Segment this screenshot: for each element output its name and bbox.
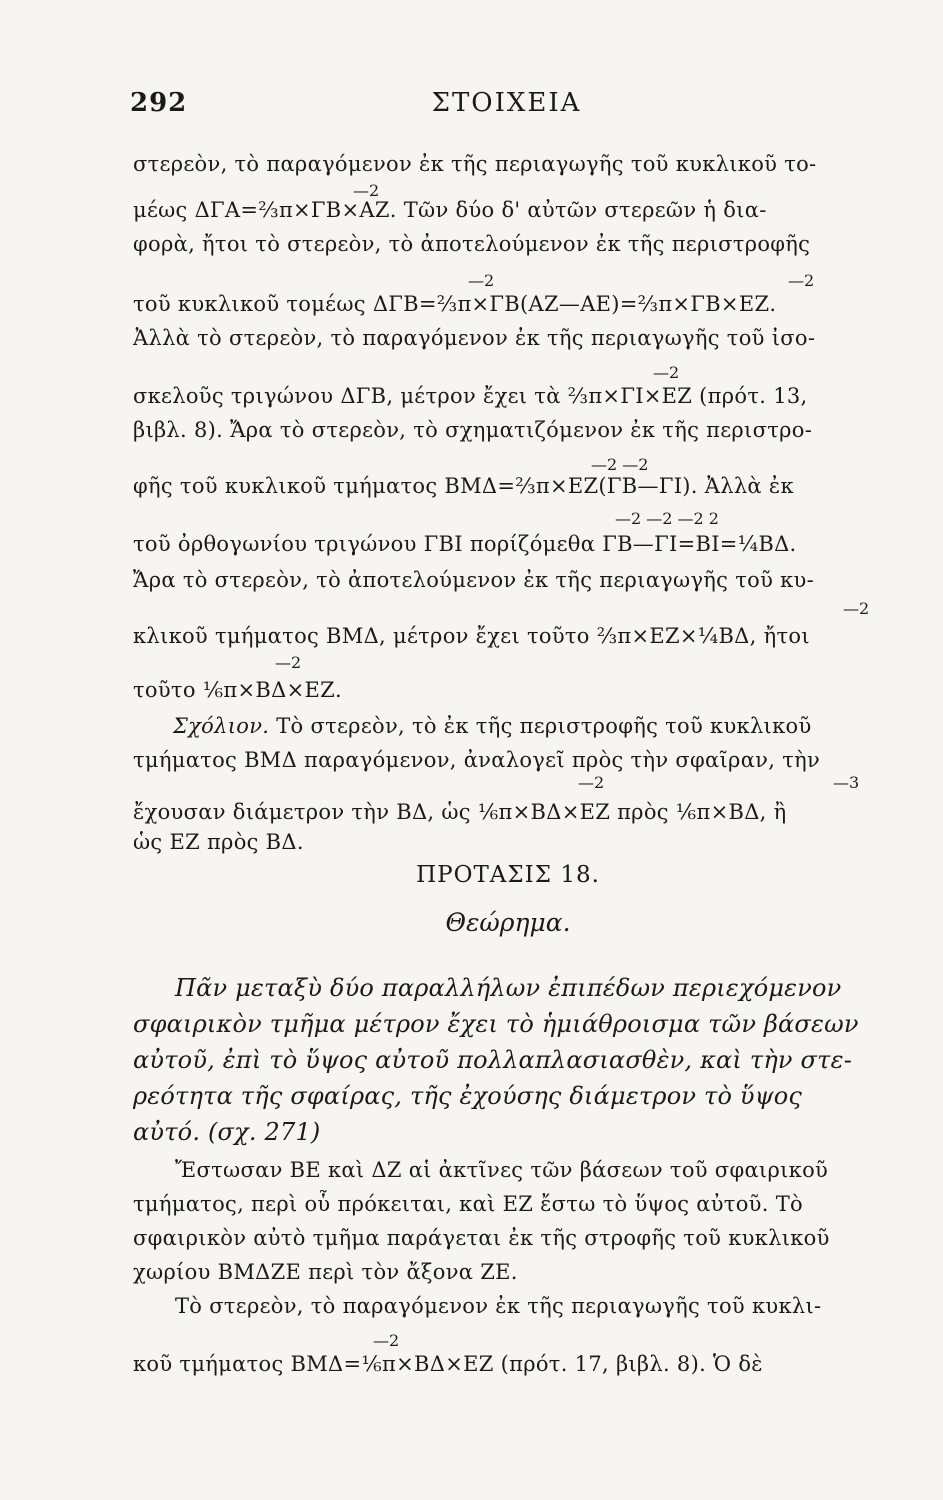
overline-exponent: —2 <box>788 271 815 290</box>
text-line: σφαιρικὸν αὐτὸ τμῆμα παράγεται ἐκ τῆς στροφῆς τοῦ κυκλικοῦ <box>133 1226 830 1250</box>
text-line: σκελοῦς τριγώνου ΔΓΒ, μέτρον ἔχει τὰ ⅔π×ΓΙ×ΕΖ (πρότ. 13, <box>133 384 808 408</box>
overline-exponent: —3 <box>833 773 860 792</box>
text-line: ὡς ΕΖ πρὸς ΒΔ. <box>133 830 304 854</box>
text-line: κοῦ τμήματος ΒΜΔ=⅙π×ΒΔ×ΕΖ (πρότ. 17, βιβλ. 8). Ὁ δὲ <box>133 1352 763 1376</box>
text-line: Πᾶν μεταξὺ δύο παραλλήλων ἐπιπέδων περιεχόμενον <box>175 974 842 1002</box>
overline-exponent: —2 <box>373 1331 400 1350</box>
overline-exponent: —2 <box>468 271 495 290</box>
overline-exponent: —2 <box>578 773 605 792</box>
text-line: αὐτό. (σχ. 271) <box>133 1118 321 1146</box>
text-line: τοῦ κυκλικοῦ τομέως ΔΓΒ=⅔π×ΓΒ(ΑΖ—ΑΕ)=⅔π×ΓΒ×ΕΖ. <box>133 292 777 316</box>
text-line: αὐτοῦ, ἐπὶ τὸ ὕψος αὐτοῦ πολλαπλασιασθὲν, καὶ τὴν στε- <box>133 1046 852 1074</box>
text-line: μέως ΔΓΑ=⅔π×ΓΒ×ΑΖ. Τῶν δύο δ' αὐτῶν στερεῶν ἡ δια- <box>133 198 767 222</box>
text-line: τοῦ ὀρθογωνίου τριγώνου ΓΒΙ πορίζόμεθα ΓΒ—ΓΙ=ΒΙ=¼ΒΔ. <box>133 532 797 556</box>
text-line: στερεὸν, τὸ παραγόμενον ἐκ τῆς περιαγωγῆς τοῦ κυκλικοῦ το- <box>133 152 817 176</box>
page-header <box>130 88 883 128</box>
text-line: φορὰ, ἤτοι τὸ στερεὸν, τὸ ἀποτελούμενον ἐκ τῆς περιστροφῆς <box>133 232 811 256</box>
overline-exponent: —2 <box>275 653 302 672</box>
text-line: Ἄρα τὸ στερεὸν, τὸ ἀποτελούμενον ἐκ τῆς περιαγωγῆς τοῦ κυ- <box>133 568 815 592</box>
scholium-text: Τὸ στερεὸν, τὸ ἐκ τῆς περιστροφῆς τοῦ κυκλικοῦ <box>269 714 812 738</box>
text-line: ρεότητα τῆς σφαίρας, τῆς ἐχούσης διάμετρον τὸ ὕψος <box>133 1082 803 1110</box>
text-line <box>133 712 883 740</box>
text-line: βιβλ. 8). Ἄρα τὸ στερεὸν, τὸ σχηματιζόμενον ἐκ τῆς περιστρο- <box>133 418 813 442</box>
scholium-label: Σχόλιον. <box>173 714 270 738</box>
overline-exponent: —2 <box>353 181 380 200</box>
text-line: σφαιρικὸν τμῆμα μέτρον ἔχει τὸ ἡμιάθροισμα τῶν βάσεων <box>133 1010 859 1038</box>
proposition-heading: ΠΡΟΤΑΣΙΣ 18. <box>416 862 600 888</box>
running-head: ΣΤΟΙΧΕΙΑ <box>431 88 582 118</box>
text-line: χωρίου ΒΜΔΖΕ περὶ τὸν ἄξονα ΖΕ. <box>133 1260 518 1284</box>
overline-exponent: —2 —2 <box>591 455 649 474</box>
text-line: Τὸ στερεὸν, τὸ παραγόμενον ἐκ τῆς περιαγωγῆς τοῦ κυκλι- <box>175 1294 822 1318</box>
page-number: 292 <box>130 88 188 118</box>
text-line: τμήματος ΒΜΔ παραγόμενον, ἀναλογεῖ πρὸς τὴν σφαῖραν, τὴν <box>133 748 821 772</box>
text-line: τμήματος, περὶ οὗ πρόκειται, καὶ ΕΖ ἔστω τὸ ὕψος αὐτοῦ. Τὸ <box>133 1192 803 1216</box>
overline-exponent: —2 <box>843 599 870 618</box>
text-line: ἔχουσαν διάμετρον τὴν ΒΔ, ὡς ⅙π×ΒΔ×ΕΖ πρὸς ⅙π×ΒΔ, ἢ <box>133 800 787 824</box>
overline-exponent: —2 <box>653 363 680 382</box>
text-line: Ἀλλὰ τὸ στερεὸν, τὸ παραγόμενον ἐκ τῆς περιαγωγῆς τοῦ ἰσο- <box>133 326 816 350</box>
overline-exponent: —2 —2 —2 2 <box>615 509 719 528</box>
text-line: τοῦτο ⅙π×ΒΔ×ΕΖ. <box>133 678 343 702</box>
theorem-heading: Θεώρημα. <box>445 908 571 937</box>
text-line: κλικοῦ τμήματος ΒΜΔ, μέτρον ἔχει τοῦτο ⅔π×ΕΖ×¼ΒΔ, ἤτοι <box>133 624 810 648</box>
text-line: Ἔστωσαν ΒΕ καὶ ΔΖ αἱ ἀκτῖνες τῶν βάσεων τοῦ σφαιρικοῦ <box>175 1158 829 1182</box>
text-line: φῆς τοῦ κυκλικοῦ τμήματος ΒΜΔ=⅔π×ΕΖ(ΓΒ—ΓΙ). Ἀλλὰ ἐκ <box>133 474 794 498</box>
